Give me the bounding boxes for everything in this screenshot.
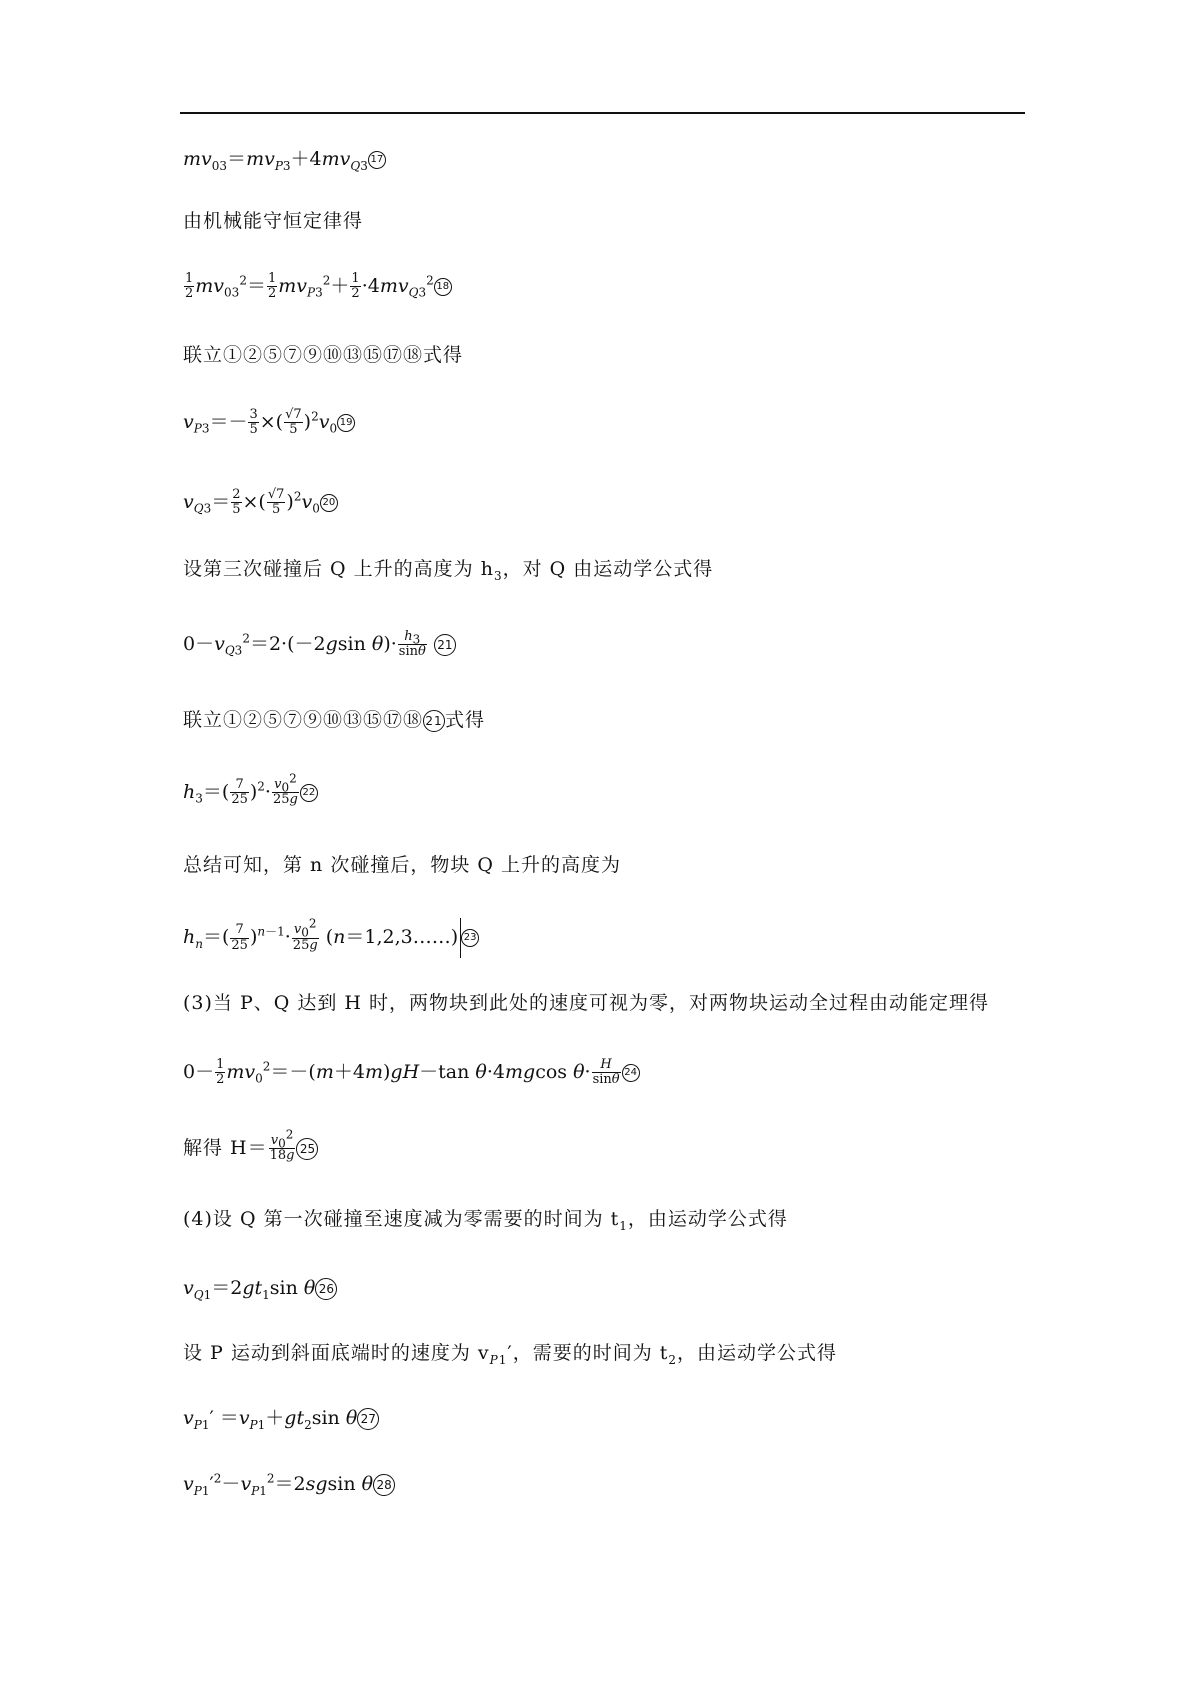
equation-24: 0－ $\frac{1}{2}$ $mv_0^2=-(m+4m)gH-\tan$ θ·4mgcos θ· $\frac{H}{\sin\theta}$ 24 <box>183 1058 640 1088</box>
equation-25: 解得 H＝ $\frac{v_0^2}{18g}$ 25 <box>183 1134 318 1164</box>
text-line: 设 P 运动到斜面底端时的速度为 $v_{P1}'$，需要的时间为 $t_2$，由运动学公式得 <box>183 1342 838 1367</box>
circled-number: 22 <box>300 784 318 802</box>
equation-26: $v_{Q1}=2gt_1\sin$ θ 26 <box>183 1278 337 1300</box>
text-line: 设第三次碰撞后 Q 上升的高度为 $h_3$，对 Q 由运动学公式得 <box>183 558 714 583</box>
equation-22: $h_3=$( $\frac{7}{25}$ )$^2$· $\frac{v_0^2}{25g}$ 22 <box>183 778 318 808</box>
text-line: 由机械能守恒定律得 <box>183 210 364 232</box>
text-line: 联立①②⑤⑦⑨⑩⑬⑮⑰⑱ 21 式得 <box>183 709 486 731</box>
equation-18: $\frac{1}{2}$ $mv_{03}^2=$ $\frac{1}{2}$ $mv_{P3}^2+$ $\frac{1}{2}$ $\cdot 4mv_{Q3}^2$ 18 <box>183 272 452 302</box>
circled-number: 20 <box>320 494 338 512</box>
circled-number: 28 <box>373 1474 395 1496</box>
text-line: (4)设 Q 第一次碰撞至速度减为零需要的时间为 $t_1$，由运动学公式得 <box>183 1208 788 1233</box>
circled-number: 18 <box>434 278 452 296</box>
equation-19: $v_{P3}=-$ $\frac{3}{5}$ ×( $\frac{√7}{5}$ )$^2v_0$ 19 <box>183 408 355 438</box>
equation-17: $mv_{03}=mv_{P3}+4mv_{Q3}$ 17 <box>183 150 386 169</box>
equation-20: $v_{Q3}=$ $\frac{2}{5}$ ×( $\frac{√7}{5}$ )$^2v_0$ 20 <box>183 488 338 518</box>
circled-number: 24 <box>622 1064 640 1082</box>
circled-number: 26 <box>315 1278 337 1300</box>
header-rule <box>180 112 1025 114</box>
equation-28: $v_{P1}'^2-v_{P1}^2=2sgsin$ θ 28 <box>183 1474 395 1496</box>
equation-23: $h_n=$( $\frac{7}{25}$ )$^{n-1}$· $\frac{v_0^2}{25g}$ (n＝1,2,3……) 23 <box>183 918 479 958</box>
text-line: 总结可知，第 n 次碰撞后，物块 Q 上升的高度为 <box>183 854 621 876</box>
equation-27: $v_{P1}' =v_{P1}+gt_2\sin$ θ 27 <box>183 1408 379 1430</box>
equation-21: $0-v_{Q3}^2=2\cdot(-2gsin$ θ)· $\frac{h_3}{\sin\theta}$ 21 <box>183 630 456 660</box>
circled-number: 17 <box>368 151 386 169</box>
circled-number: 23 <box>461 929 479 947</box>
circled-number: 25 <box>296 1138 318 1160</box>
circled-number: 21 <box>434 634 456 656</box>
circled-number: 21 <box>423 710 445 732</box>
circled-number: 27 <box>357 1408 379 1430</box>
text-line: (3)当 P、Q 达到 H 时，两物块到此处的速度可视为零，对两物块运动全过程由动能定理得 <box>183 992 990 1014</box>
circled-number: 19 <box>337 414 355 432</box>
text-line: 联立①②⑤⑦⑨⑩⑬⑮⑰⑱式得 <box>183 344 464 366</box>
